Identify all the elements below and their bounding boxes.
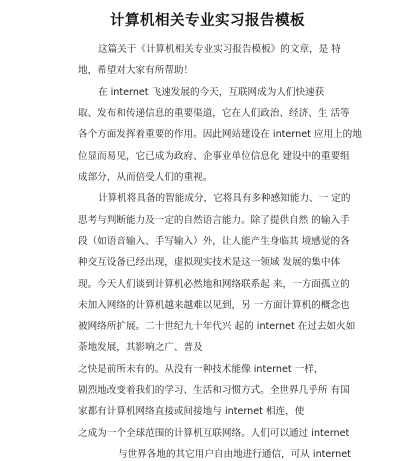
document-title: 计算机相关专业实习报告模板 [110,13,305,29]
body-line: 未加入网络的计算机越来越难以见到，另 一方面计算机的概念也 [78,299,350,311]
body-line: 种交互设备已经出现，虚拟现实技术是这一领域 发展的集中体 [78,257,341,269]
body-line: 段（如语音输入、手写输入）外，让人能产生身临其 境感觉的各 [78,235,350,247]
body-line: 在 internet 飞速发展的今天，互联网成为人们快速获 [98,86,325,98]
body-line: 取、发布和传递信息的重要渠道，它在人们政治、经济、生 活等 [78,107,350,119]
body-line: 家都有计算机网络直接或间接地与 internet 相连，使 [78,406,305,418]
body-line: 剧烈地改变着我们的学习、生活和习惯方式。全世界几乎所 有国 [78,385,350,397]
body-line: 被网络所扩展。二十世纪九十年代兴 起的 internet 在过去如火如 [78,321,356,333]
body-line: 地，希望对大家有所帮助！ [78,65,194,77]
body-line: 之快是前所未有的。从没有一种技术能像 internet 一样， [78,363,324,375]
body-line: 思考与判断能力及一定的自然语言能力。除了提供自然 的输入手 [78,214,350,226]
body-line: 之成为一个全球范围的计算机互联网络。人们可以通过 internet [78,427,350,439]
body-line: 与世界各地的其它用户自由地进行通信，可从 internet [118,449,351,460]
body-line: 荼地发展，其影响之广、普及 [78,342,203,354]
body-line: 这篇关于《计算机相关专业实习报告模板》的文章，是 特 [98,44,341,55]
body-line: 位显而易见，它已成为政府、企事业单位信息化 建设中的重要组 [78,150,350,162]
body-line: 计算机将具备的智能成分，它将具有多种感知能力、一 定的 [98,193,351,205]
body-line: 现。今天人们谈到计算机必然地和网络联系起 来，一方面孤立的 [78,278,350,290]
body-line: 成部分，从而倍受人们的重视。 [78,171,213,183]
body-line: 各个方面发挥着重要的作用。因此网站建设在 internet 应用上的地 [78,129,362,141]
